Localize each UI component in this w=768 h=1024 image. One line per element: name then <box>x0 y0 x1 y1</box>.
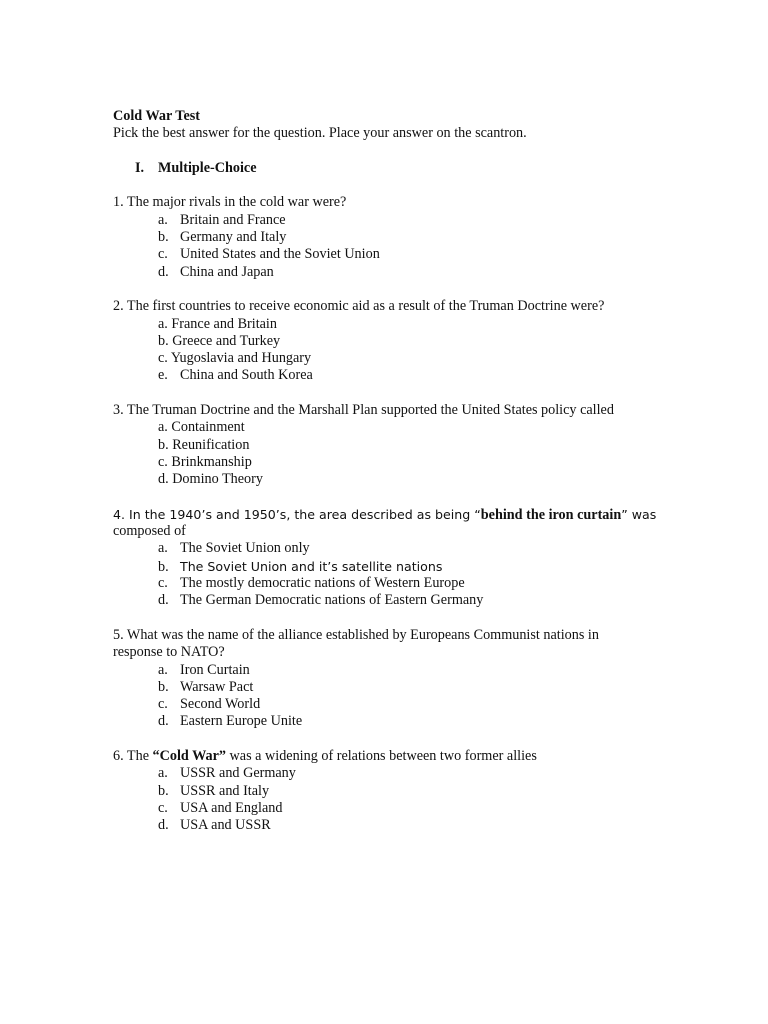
option-b: b. USSR and Italy <box>158 782 270 799</box>
page-title: Cold War Test <box>113 108 200 124</box>
option-a: a. Iron Curtain <box>158 661 250 678</box>
question-1 <box>113 194 733 280</box>
question-text: 6. The “Cold War” was a widening of relations between two former allies <box>113 747 537 764</box>
spacer <box>113 489 733 506</box>
spacer <box>113 610 733 627</box>
question-text-continued: composed of <box>113 523 186 540</box>
option-c: c. USA and England <box>158 799 283 816</box>
option-d: d. Domino Theory <box>158 471 263 488</box>
question-2 <box>113 298 733 384</box>
question-text: 2. The first countries to receive economic aid as a result of the Truman Doctrine were? <box>113 298 605 315</box>
option-d: d. The German Democratic nations of Eastern Germany <box>158 592 484 609</box>
option-a: a. Britain and France <box>158 211 286 228</box>
question-text: 4. In the 1940’s and 1950’s, the area described as being “behind the iron curtain” was <box>113 506 657 523</box>
question-text: 3. The Truman Doctrine and the Marshall Plan supported the United States policy called <box>113 402 614 419</box>
option-b: b. Greece and Turkey <box>158 332 281 349</box>
option-d: d. China and Japan <box>158 263 274 280</box>
question-text: 1. The major rivals in the cold war were? <box>113 194 347 211</box>
question-3 <box>113 402 733 488</box>
question-text-continued: response to NATO? <box>113 644 225 661</box>
option-a: a. The Soviet Union only <box>158 540 310 557</box>
test-document <box>113 108 733 834</box>
section-number: I. <box>135 159 145 176</box>
option-c: c. United States and the Soviet Union <box>158 246 380 263</box>
option-b: b. Germany and Italy <box>158 229 287 246</box>
spacer <box>113 177 733 194</box>
option-c: c. The mostly democratic nations of Western Europe <box>158 575 465 592</box>
option-c: c. Brinkmanship <box>158 453 252 470</box>
spacer <box>113 385 733 402</box>
option-b: b. Warsaw Pact <box>158 678 254 695</box>
option-b: b. Reunification <box>158 436 250 453</box>
option-c: c. Yugoslavia and Hungary <box>158 350 312 367</box>
instructions: Pick the best answer for the question. Place your answer on the scantron. <box>113 125 527 142</box>
option-c: c. Second World <box>158 696 261 713</box>
emphasis: “Cold War” <box>152 747 226 764</box>
option-d: d. USA and USSR <box>158 817 271 834</box>
option-a: a. USSR and Germany <box>158 765 296 782</box>
section-heading <box>113 160 733 177</box>
section-label: Multiple-Choice <box>158 159 257 176</box>
option-d: d. Eastern Europe Unite <box>158 713 303 730</box>
spacer <box>113 281 733 298</box>
question-4 <box>113 506 733 610</box>
spacer <box>113 731 733 748</box>
question-6 <box>113 748 733 834</box>
option-a: a. France and Britain <box>158 315 277 332</box>
option-b: b. The Soviet Union and it’s satellite nations <box>158 558 443 575</box>
option-e: e. China and South Korea <box>158 367 313 384</box>
option-a: a. Containment <box>158 419 245 436</box>
question-5 <box>113 627 733 731</box>
question-text: 5. What was the name of the alliance established by Europeans Communist nations in <box>113 626 599 643</box>
emphasis: behind the iron curtain <box>480 506 622 523</box>
spacer <box>113 143 733 160</box>
